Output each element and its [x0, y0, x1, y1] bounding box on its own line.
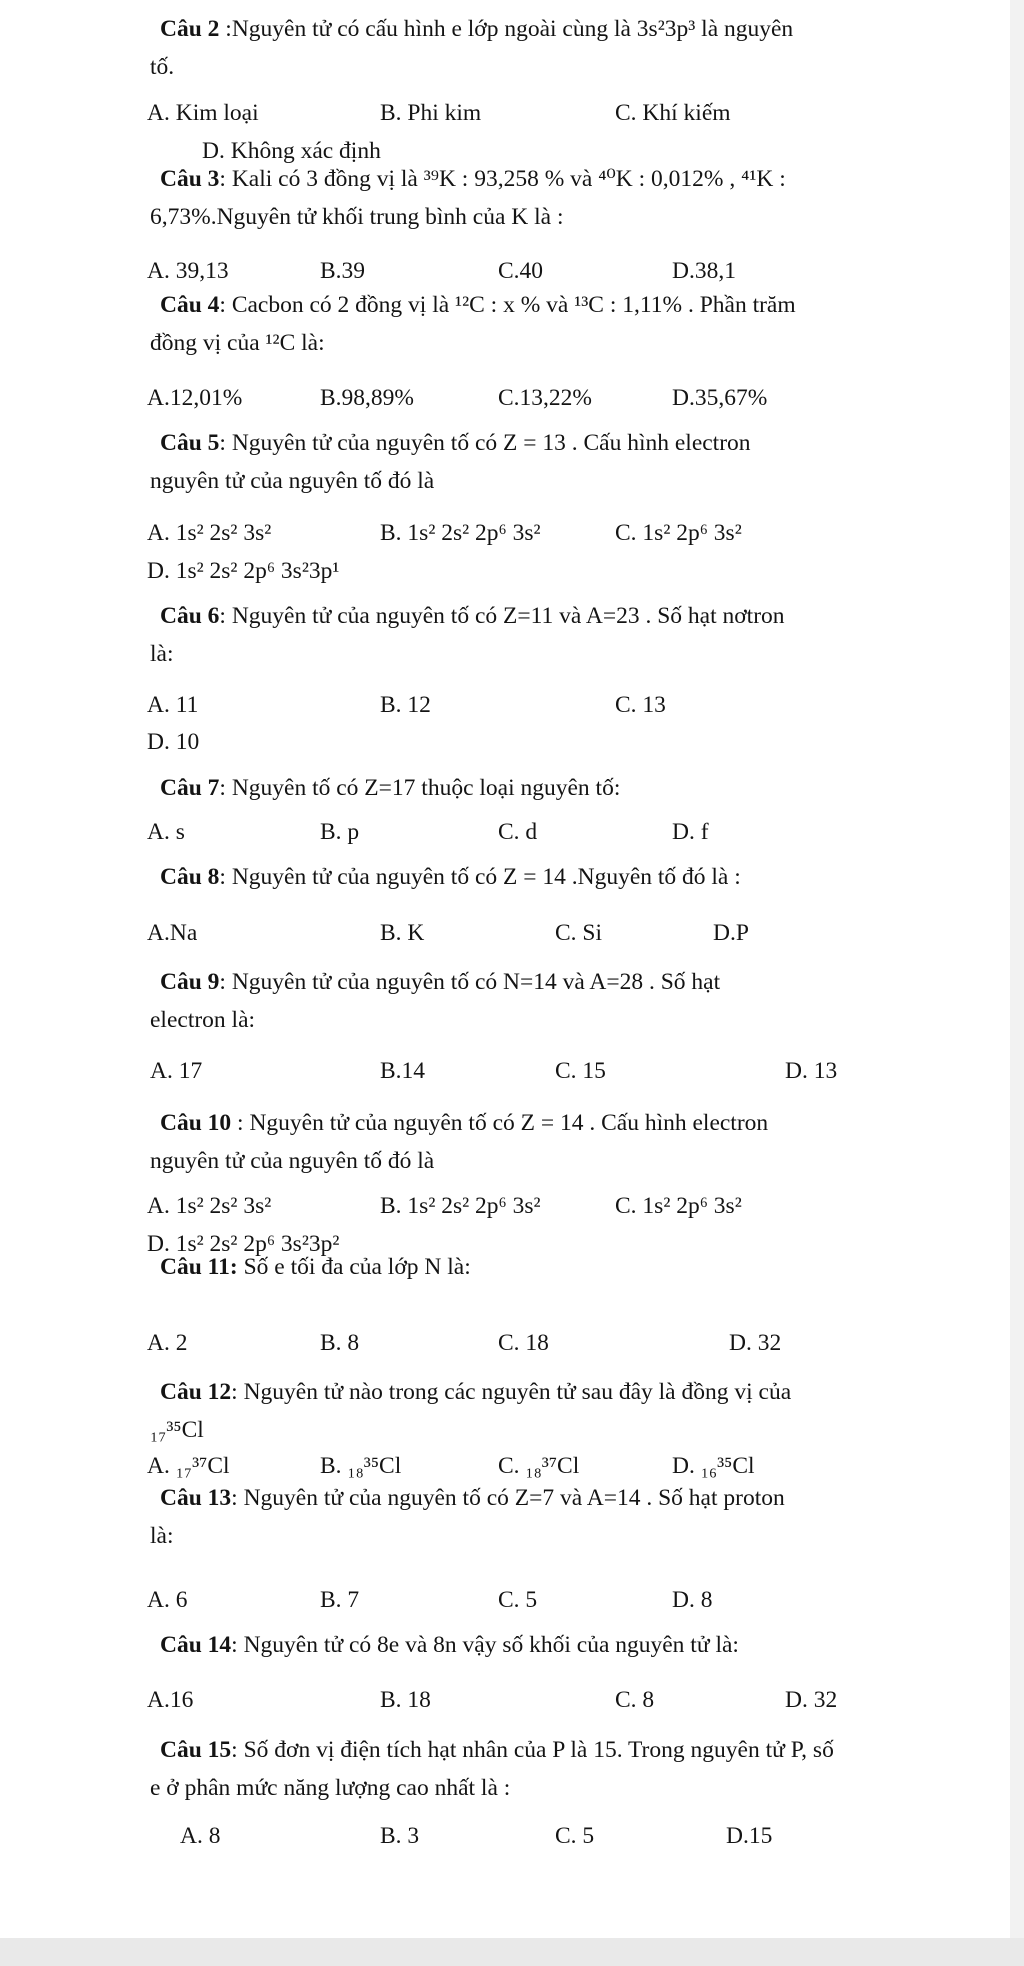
- option-a[interactable]: A.16: [147, 1687, 194, 1713]
- option-a[interactable]: A. 1s² 2s² 3s²: [147, 520, 272, 546]
- option-c[interactable]: C. 13: [615, 692, 666, 718]
- question-stem: [150, 963, 950, 1039]
- question-text-continued: electron là:: [150, 1007, 256, 1033]
- option-a[interactable]: A. 11: [147, 692, 199, 718]
- option-c[interactable]: C. Khí kiếm: [615, 100, 731, 126]
- page-bottom-margin: [0, 1938, 1024, 1966]
- question-text-continued: 6,73%.Nguyên tử khối trung bình của K là :: [150, 204, 564, 230]
- option-c[interactable]: C. 8: [615, 1687, 655, 1713]
- option-d[interactable]: D.P: [713, 920, 749, 946]
- option-b[interactable]: B. p: [320, 819, 360, 845]
- question-stem: [150, 10, 950, 86]
- option-b[interactable]: B. ₁₈³⁵Cl: [320, 1453, 402, 1479]
- option-c[interactable]: C. 1s² 2p⁶ 3s²: [615, 520, 742, 546]
- question-number: Câu 11:: [160, 1254, 238, 1280]
- option-a[interactable]: A.Na: [147, 920, 198, 946]
- question-number: Câu 15: [160, 1737, 232, 1763]
- option-b[interactable]: B. K: [380, 920, 425, 946]
- question-text: : Nguyên tử của nguyên tố có Z=7 và A=14 . Số hạt proton: [231, 1485, 785, 1511]
- option-c[interactable]: C. 1s² 2p⁶ 3s²: [615, 1193, 742, 1219]
- question-text-continued: ₁₇³⁵Cl: [150, 1417, 204, 1443]
- question-number: Câu 13: [160, 1485, 232, 1511]
- option-d[interactable]: D.35,67%: [672, 385, 768, 411]
- question-number: Câu 7: [160, 775, 220, 801]
- option-d[interactable]: D. 1s² 2s² 2p⁶ 3s²3p²: [147, 1231, 340, 1257]
- question-text: Số e tối đa của lớp N là:: [237, 1254, 471, 1280]
- option-a[interactable]: A. 39,13: [147, 258, 229, 284]
- question-number: Câu 3: [160, 166, 220, 192]
- option-c[interactable]: C. 5: [555, 1823, 595, 1849]
- option-b[interactable]: B.98,89%: [320, 385, 414, 411]
- question-number: Câu 12: [160, 1379, 232, 1405]
- question-stem: [150, 597, 950, 673]
- question-text: : Số đơn vị điện tích hạt nhân của P là 15. Trong nguyên tử P, số: [231, 1737, 834, 1763]
- option-b[interactable]: B. 7: [320, 1587, 360, 1613]
- question-text-continued: là:: [150, 641, 174, 667]
- option-b[interactable]: B. 1s² 2s² 2p⁶ 3s²: [380, 520, 541, 546]
- option-a[interactable]: A. s: [147, 819, 185, 845]
- question-number: Câu 6: [160, 603, 220, 629]
- question-stem: [150, 160, 950, 236]
- question-text: : Nguyên tử của nguyên tố có Z = 14 . Cấu hình electron: [231, 1110, 769, 1136]
- question-stem: [160, 769, 950, 807]
- option-a[interactable]: A.12,01%: [147, 385, 243, 411]
- question-number: Câu 4: [160, 292, 220, 318]
- option-d[interactable]: D.38,1: [672, 258, 736, 284]
- option-a[interactable]: A. 8: [180, 1823, 221, 1849]
- question-stem: [150, 1479, 950, 1555]
- option-a[interactable]: A. Kim loại: [147, 100, 259, 126]
- question-text: : Nguyên tử của nguyên tố có Z = 13 . Cấu hình electron: [219, 430, 751, 456]
- option-d[interactable]: D. 1s² 2s² 2p⁶ 3s²3p¹: [147, 558, 340, 584]
- question-text-continued: nguyên tử của nguyên tố đó là: [150, 1148, 435, 1174]
- question-number: Câu 8: [160, 864, 220, 890]
- question-stem: [160, 1248, 950, 1286]
- question-text: : Nguyên tử của nguyên tố có Z = 14 .Nguyên tố đó là :: [219, 864, 741, 890]
- option-b[interactable]: B. 12: [380, 692, 431, 718]
- option-a[interactable]: A. ₁₇³⁷Cl: [147, 1453, 230, 1479]
- question-stem: [150, 1731, 950, 1807]
- option-c[interactable]: C. ₁₈³⁷Cl: [498, 1453, 580, 1479]
- option-d[interactable]: D. 10: [147, 729, 200, 755]
- question-text: : Nguyên tử có 8e và 8n vậy số khối của nguyên tử là:: [231, 1632, 739, 1658]
- option-d[interactable]: D. Không xác định: [202, 138, 381, 164]
- option-b[interactable]: B.14: [380, 1058, 426, 1084]
- option-c[interactable]: C. 18: [498, 1330, 549, 1356]
- option-b[interactable]: B. 1s² 2s² 2p⁶ 3s²: [380, 1193, 541, 1219]
- option-c[interactable]: C.13,22%: [498, 385, 592, 411]
- option-d[interactable]: D. 8: [672, 1587, 713, 1613]
- question-number: Câu 2: [160, 16, 220, 42]
- question-text: : Nguyên tử của nguyên tố có N=14 và A=28 . Số hạt: [219, 969, 721, 995]
- question-stem: [160, 1626, 950, 1664]
- option-a[interactable]: A. 6: [147, 1587, 188, 1613]
- option-c[interactable]: C. 15: [555, 1058, 606, 1084]
- option-b[interactable]: B. Phi kim: [380, 100, 482, 126]
- question-text: : Kali có 3 đồng vị là ³⁹K : 93,258 % và ⁴⁰K : 0,012% , ⁴¹K :: [219, 166, 786, 192]
- option-c[interactable]: C. 5: [498, 1587, 538, 1613]
- option-b[interactable]: B. 18: [380, 1687, 431, 1713]
- option-d[interactable]: D. ₁₆³⁵Cl: [672, 1453, 755, 1479]
- question-text: :Nguyên tử có cấu hình e lớp ngoài cùng là 3s²3p³ là nguyên: [219, 16, 794, 42]
- question-number: Câu 5: [160, 430, 220, 456]
- question-number: Câu 14: [160, 1632, 232, 1658]
- question-stem: [150, 286, 950, 362]
- question-stem: [150, 424, 950, 500]
- question-stem: [160, 858, 950, 896]
- option-c[interactable]: C.40: [498, 258, 544, 284]
- question-text-continued: tố.: [150, 54, 175, 80]
- question-text-continued: là:: [150, 1523, 174, 1549]
- question-text: : Nguyên tử nào trong các nguyên tử sau đây là đồng vị của: [231, 1379, 792, 1405]
- option-d[interactable]: D. 13: [785, 1058, 838, 1084]
- option-a[interactable]: A. 2: [147, 1330, 188, 1356]
- option-c[interactable]: C. d: [498, 819, 538, 845]
- question-text-continued: e ở phân mức năng lượng cao nhất là :: [150, 1775, 511, 1801]
- option-d[interactable]: D.15: [726, 1823, 773, 1849]
- question-text-continued: nguyên tử của nguyên tố đó là: [150, 468, 435, 494]
- option-d[interactable]: D. 32: [785, 1687, 838, 1713]
- option-b[interactable]: B.39: [320, 258, 366, 284]
- question-text-continued: đồng vị của ¹²C là:: [150, 330, 325, 356]
- question-text: : Cacbon có 2 đồng vị là ¹²C : x % và ¹³C : 1,11% . Phần trăm: [219, 292, 796, 318]
- option-d[interactable]: D. 32: [729, 1330, 782, 1356]
- question-stem: [150, 1104, 950, 1180]
- option-b[interactable]: B. 8: [320, 1330, 360, 1356]
- option-b[interactable]: B. 3: [380, 1823, 420, 1849]
- question-text: : Nguyên tố có Z=17 thuộc loại nguyên tố:: [219, 775, 621, 801]
- option-a[interactable]: A. 1s² 2s² 3s²: [147, 1193, 272, 1219]
- option-c[interactable]: C. Si: [555, 920, 603, 946]
- question-text: : Nguyên tử của nguyên tố có Z=11 và A=23 . Số hạt nơtron: [219, 603, 785, 629]
- question-number: Câu 10: [160, 1110, 232, 1136]
- question-stem: [150, 1373, 950, 1449]
- question-number: Câu 9: [160, 969, 220, 995]
- option-d[interactable]: D. f: [672, 819, 709, 845]
- option-a[interactable]: A. 17: [150, 1058, 203, 1084]
